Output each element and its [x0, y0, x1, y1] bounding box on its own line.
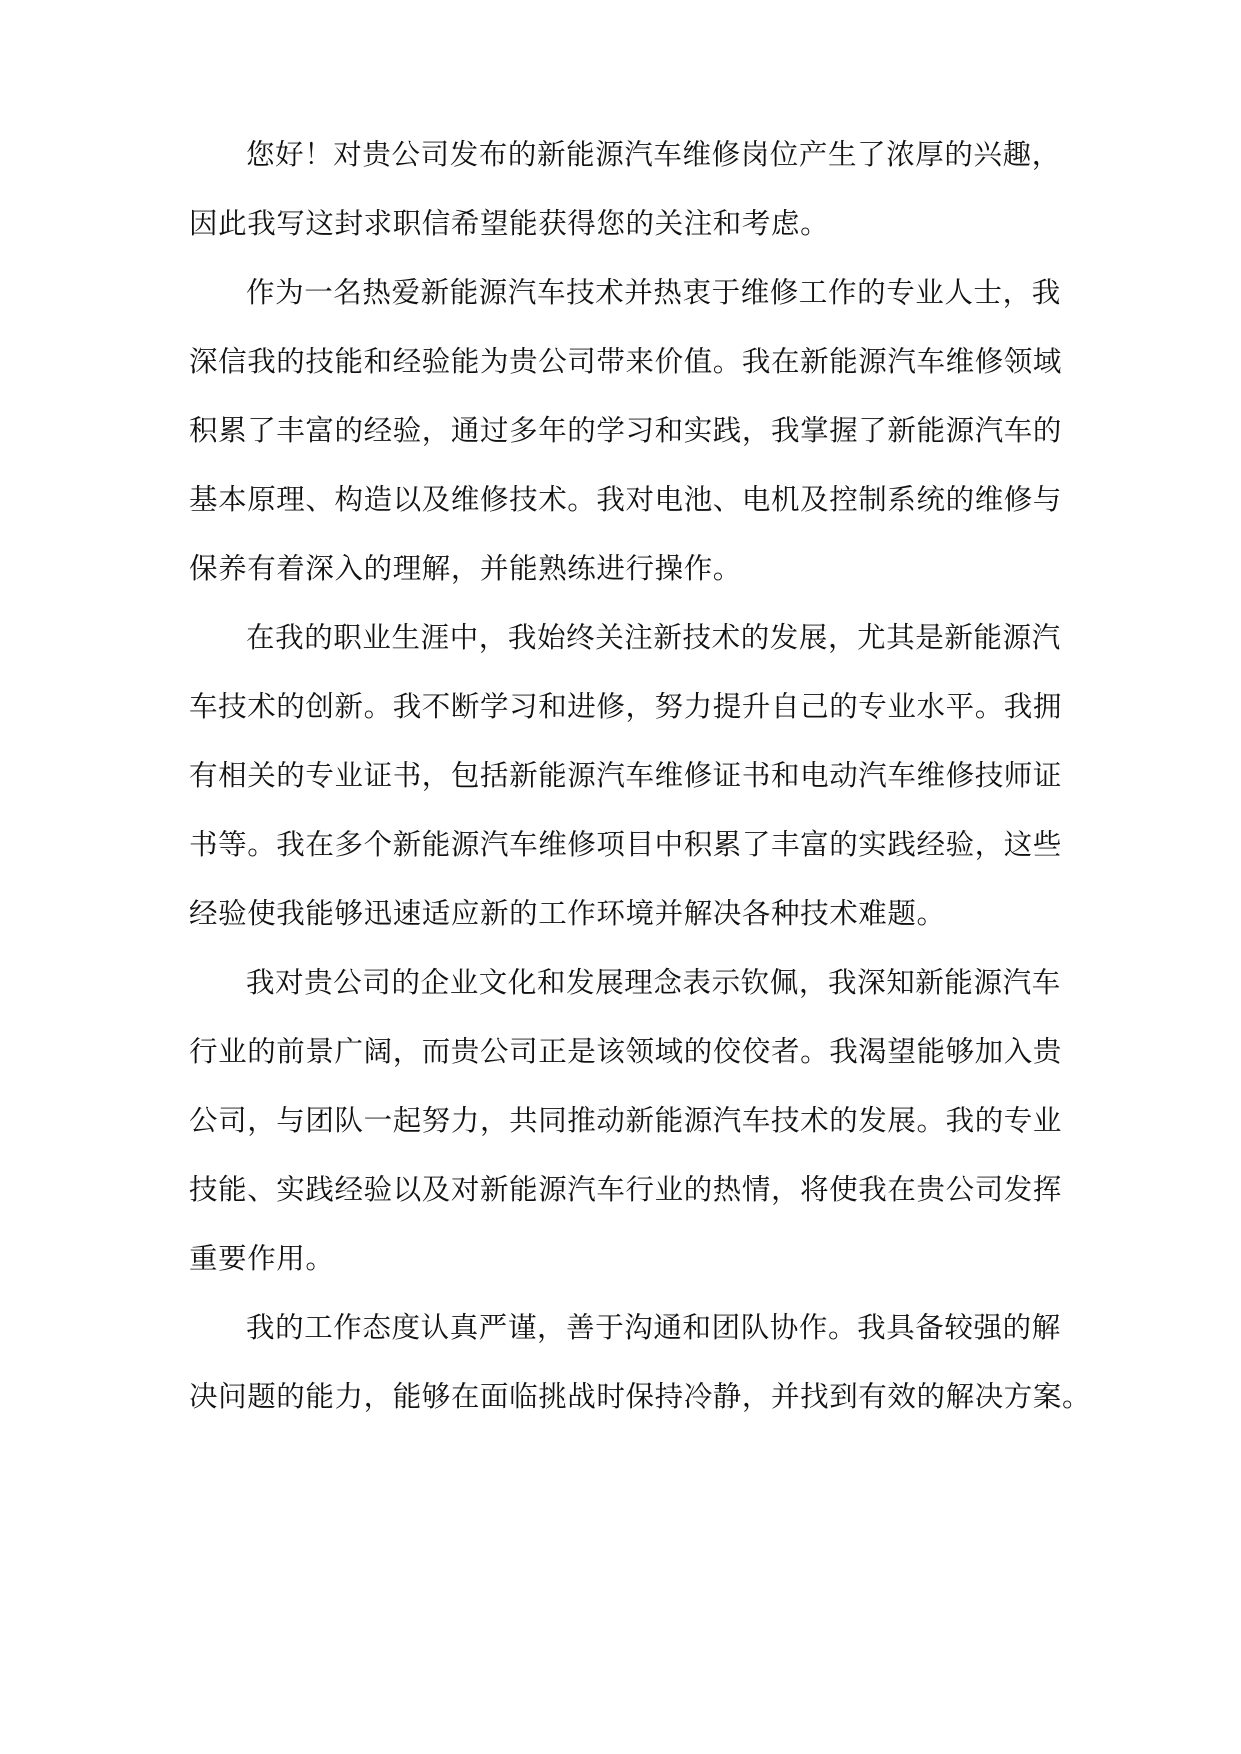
text-line: 决问题的能力，能够在面临挑战时保持冷静，并找到有效的解决方案。	[189, 1380, 1092, 1413]
text-line: 技能、实践经验以及对新能源汽车行业的热情，将使我在贵公司发挥	[189, 1173, 1063, 1206]
text-line: 作为一名热爱新能源汽车技术并热衷于维修工作的专业人士，我	[246, 276, 1061, 309]
text-line: 积累了丰富的经验，通过多年的学习和实践，我掌握了新能源汽车的	[189, 414, 1063, 447]
text-line: 重要作用。	[189, 1242, 335, 1275]
text-line: 经验使我能够迅速适应新的工作环境并解决各种技术难题。	[189, 897, 946, 930]
text-line: 公司，与团队一起努力，共同推动新能源汽车技术的发展。我的专业	[189, 1104, 1063, 1137]
text-line: 因此我写这封求职信希望能获得您的关注和考虑。	[189, 207, 830, 240]
text-line: 您好！对贵公司发布的新能源汽车维修岗位产生了浓厚的兴趣，	[246, 138, 1061, 171]
text-line: 在我的职业生涯中，我始终关注新技术的发展，尤其是新能源汽	[246, 621, 1061, 654]
text-line: 我的工作态度认真严谨，善于沟通和团队协作。我具备较强的解	[246, 1311, 1061, 1344]
text-line: 深信我的技能和经验能为贵公司带来价值。我在新能源汽车维修领域	[189, 345, 1063, 378]
text-line: 有相关的专业证书，包括新能源汽车维修证书和电动汽车维修技师证	[189, 759, 1063, 792]
text-line: 保养有着深入的理解，并能熟练进行操作。	[189, 552, 742, 585]
text-line: 行业的前景广阔，而贵公司正是该领域的佼佼者。我渴望能够加入贵	[189, 1035, 1063, 1068]
text-line: 车技术的创新。我不断学习和进修，努力提升自己的专业水平。我拥	[189, 690, 1063, 723]
text-line: 我对贵公司的企业文化和发展理念表示钦佩，我深知新能源汽车	[246, 966, 1061, 999]
text-line: 书等。我在多个新能源汽车维修项目中积累了丰富的实践经验，这些	[189, 828, 1063, 861]
text-line: 基本原理、构造以及维修技术。我对电池、电机及控制系统的维修与	[189, 483, 1063, 516]
